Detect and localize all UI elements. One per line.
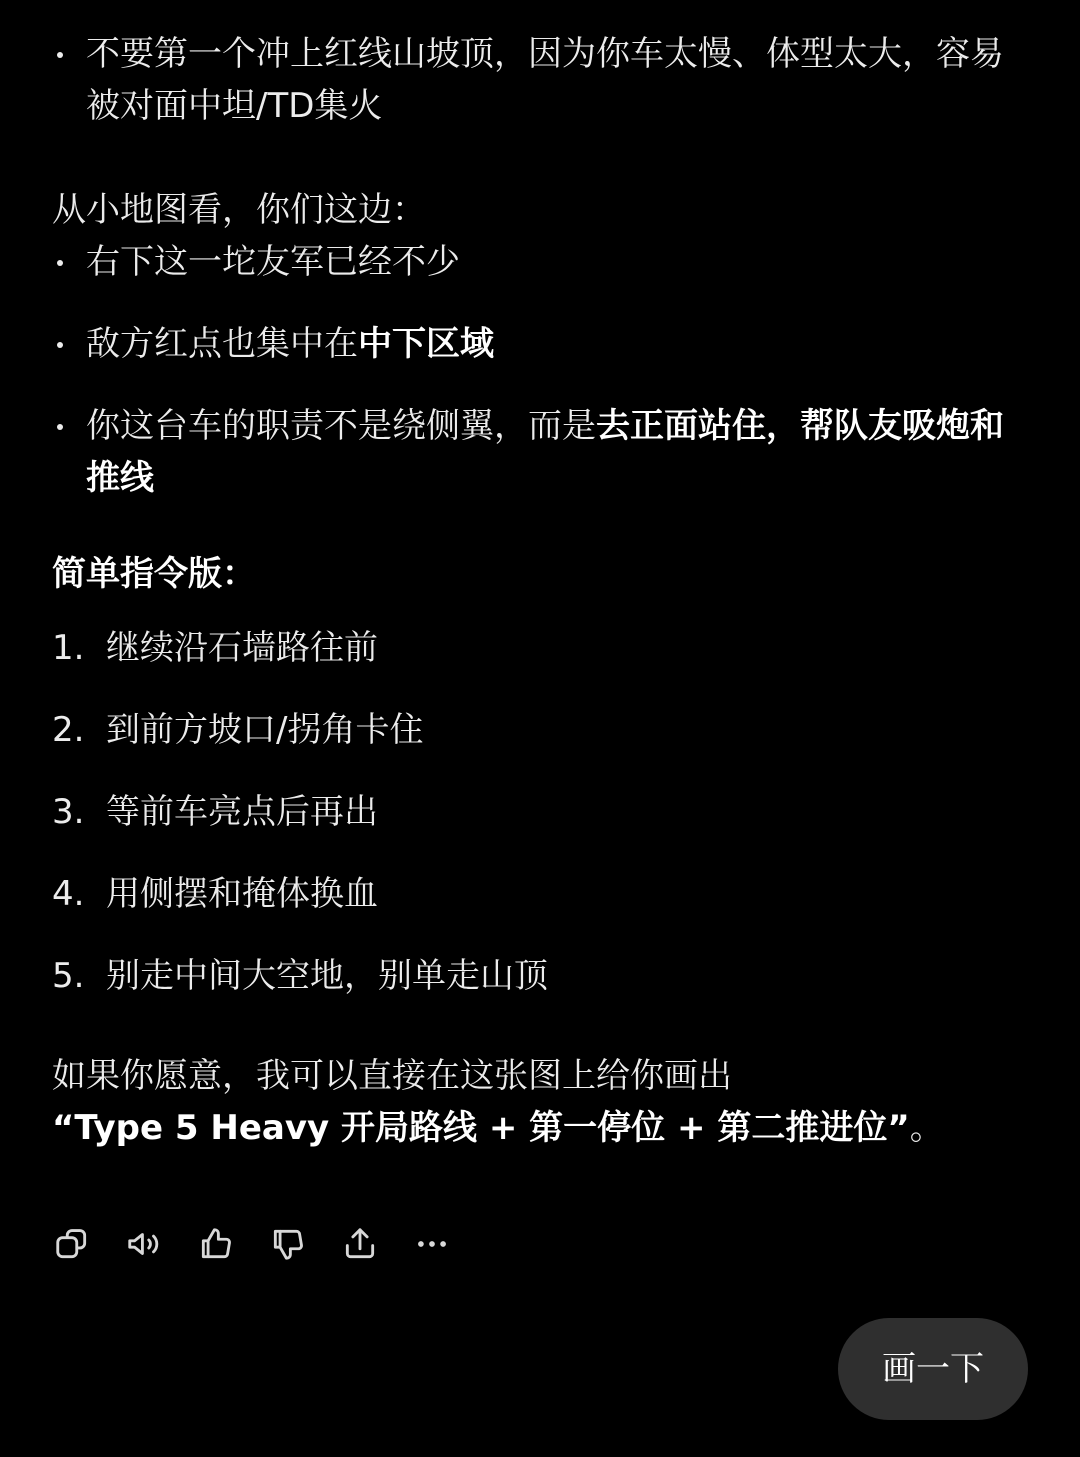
read-aloud-button[interactable]: [124, 1224, 164, 1264]
bullet-text: 不要第一个冲上红线山坡顶，因为你车太慢、体型太大，容易被对面中坦/TD集火: [86, 34, 1004, 126]
steps-list: [52, 622, 1027, 1002]
minimap-intro: 从小地图看，你们这边：: [52, 190, 426, 230]
minimap-bullet-list: [52, 236, 1027, 504]
assistant-message: [52, 28, 1027, 1154]
step-number: 2.: [52, 710, 85, 750]
list-item: [52, 400, 1027, 504]
list-item: [52, 236, 1027, 288]
step-item: [52, 868, 1027, 920]
step-item: [52, 786, 1027, 838]
step-text: 别走中间大空地，别单走山顶: [106, 956, 548, 996]
step-item: [52, 950, 1027, 1002]
like-button[interactable]: [196, 1224, 236, 1264]
bullet-text: 你这台车的职责不是绕侧翼，而是: [86, 406, 596, 446]
offer-bold-text: “Type 5 Heavy 开局路线 + 第一停位 + 第二推进位”: [52, 1108, 910, 1148]
share-button[interactable]: [340, 1224, 380, 1264]
offer-text: 如果你愿意，我可以直接在这张图上给你画出: [52, 1056, 732, 1096]
intro-bullet-list: [52, 28, 1027, 132]
copy-button[interactable]: [52, 1224, 92, 1264]
thumbs-up-icon: [197, 1225, 235, 1263]
step-text: 用侧摆和掩体换血: [106, 874, 378, 914]
offer-end: 。: [909, 1108, 944, 1148]
section-heading: [52, 548, 1027, 600]
copy-icon: [53, 1225, 91, 1263]
bold-text: 去正面站住，帮队友吸炮和推线: [86, 406, 1004, 498]
step-item: [52, 622, 1027, 674]
step-text: 等前车亮点后再出: [106, 792, 378, 832]
step-item: [52, 704, 1027, 756]
offer-paragraph: [52, 1050, 1027, 1154]
more-button[interactable]: [412, 1224, 452, 1264]
step-number: 3.: [52, 792, 85, 832]
bullet-text: 敌方红点也集中在: [86, 324, 358, 364]
dislike-button[interactable]: [268, 1224, 308, 1264]
speaker-icon: [125, 1225, 163, 1263]
more-icon: [413, 1225, 451, 1263]
bold-text: 中下区域: [358, 324, 494, 364]
step-number: 1.: [52, 628, 85, 668]
section-heading-text: 简单指令版：: [52, 554, 256, 594]
bullet-text: 右下这一坨友军已经不少: [86, 242, 460, 282]
step-number: 4.: [52, 874, 85, 914]
list-item: [52, 318, 1027, 370]
step-text: 继续沿石墙路往前: [106, 628, 378, 668]
step-number: 5.: [52, 956, 85, 996]
draw-suggestion-button[interactable]: 画一下: [838, 1318, 1028, 1420]
list-item: [52, 28, 1027, 132]
share-icon: [341, 1225, 379, 1263]
thumbs-down-icon: [269, 1225, 307, 1263]
message-action-bar: [52, 1224, 484, 1264]
step-text: 到前方坡口/拐角卡住: [106, 710, 424, 750]
